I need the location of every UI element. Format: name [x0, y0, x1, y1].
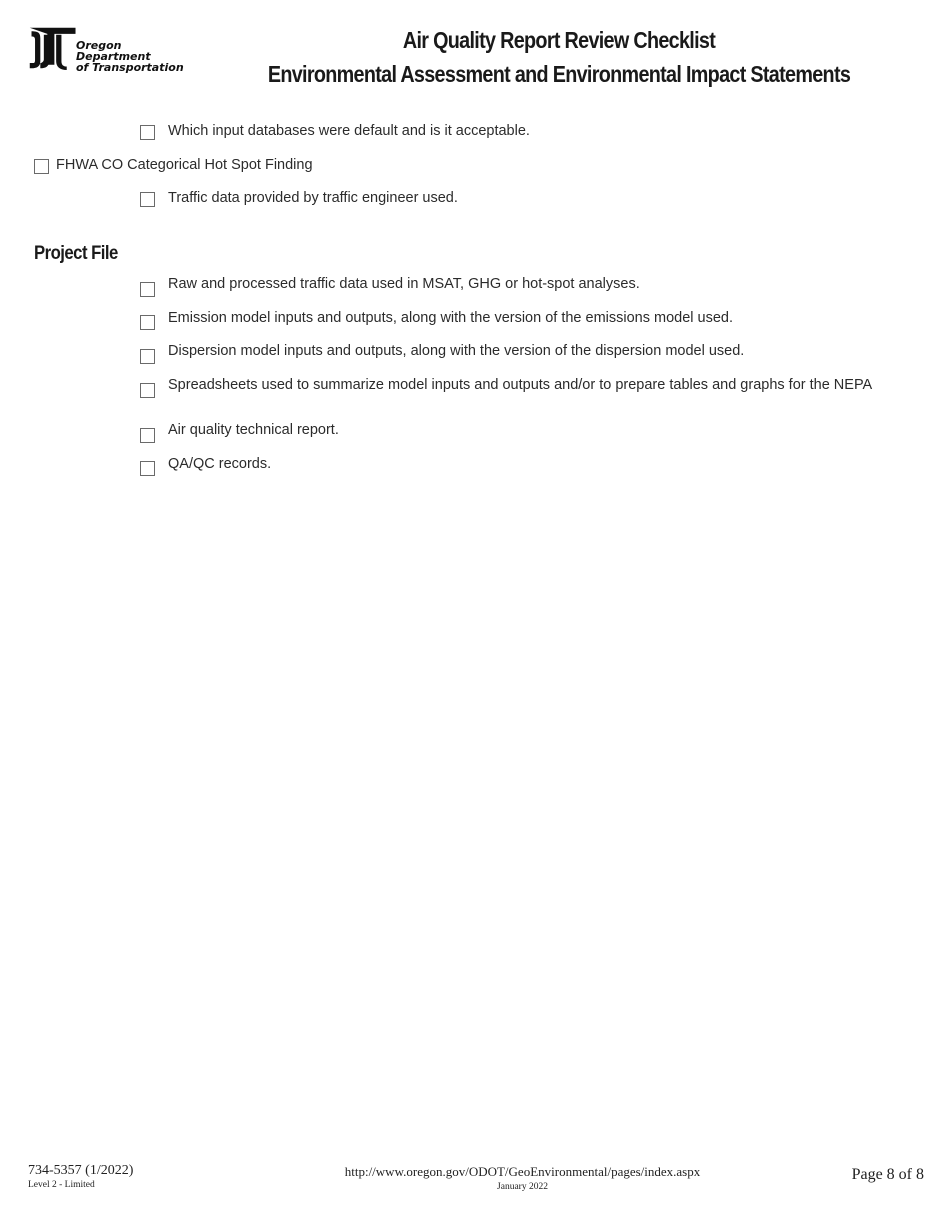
logo-line-1: Oregon — [76, 39, 122, 52]
page-number: Page 8 of 8 — [851, 1166, 924, 1183]
checkbox[interactable] — [140, 282, 155, 297]
logo-line-3: of Transportation — [76, 61, 184, 74]
checklist-item-label: Spreadsheets used to summarize model inputs and outputs and/or to prepare tables and graphs for the NEPA — [168, 377, 873, 393]
logo-text — [76, 40, 184, 73]
checklist-item-label: Which input databases were default and is it acceptable. — [168, 123, 530, 139]
checkbox[interactable] — [140, 125, 155, 140]
logo-line-2: Department — [76, 50, 151, 63]
odot-logo-icon — [28, 26, 76, 74]
checkbox[interactable] — [140, 192, 155, 207]
checklist-item-label: Air quality technical report. — [168, 422, 339, 438]
checkbox[interactable] — [140, 461, 155, 476]
checklist-item-label: Raw and processed traffic data used in MSAT, GHG or hot-spot analyses. — [168, 276, 640, 292]
section-heading-project-file: Project File — [34, 243, 118, 264]
checkbox[interactable] — [34, 159, 49, 174]
checklist-item-label: Emission model inputs and outputs, along with the version of the emissions model used. — [168, 310, 734, 326]
footer-date: January 2022 — [497, 1182, 548, 1192]
odot-logo — [28, 26, 198, 76]
form-number: 734-5357 (1/2022) — [28, 1163, 134, 1178]
document-title: Air Quality Report Review Checklist — [402, 27, 716, 53]
classification-label: Level 2 - Limited — [28, 1180, 95, 1190]
checklist-item-label: FHWA CO Categorical Hot Spot Finding — [56, 157, 313, 173]
checkbox[interactable] — [140, 428, 155, 443]
checkbox[interactable] — [140, 349, 155, 364]
checklist-item-label: QA/QC records. — [168, 456, 272, 472]
footer-url-link[interactable]: http://www.oregon.gov/ODOT/GeoEnvironmental/pages/index.aspx — [344, 1164, 701, 1179]
checklist-item-label: Dispersion model inputs and outputs, along with the version of the dispersion model used. — [168, 343, 745, 359]
checkbox[interactable] — [140, 315, 155, 330]
checkbox[interactable] — [140, 383, 155, 398]
checklist-item-label: Traffic data provided by traffic engineer used. — [168, 190, 458, 206]
document-subtitle: Environmental Assessment and Environmental Impact Statements — [267, 61, 851, 87]
